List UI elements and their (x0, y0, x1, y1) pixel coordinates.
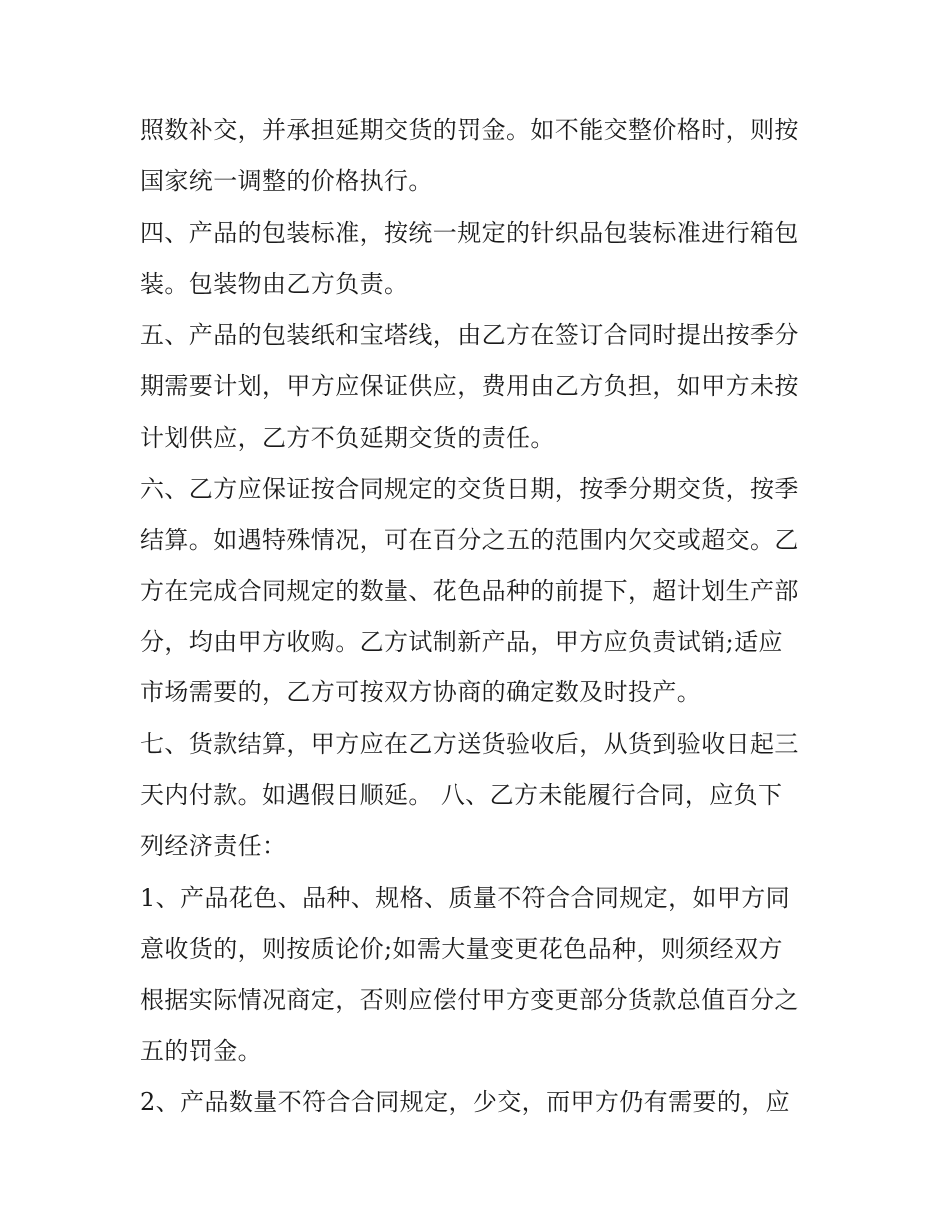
text-line: 分，均由甲方收购。乙方试制新产品，甲方应负责试销;适应 (140, 628, 783, 656)
text-line: 期需要计划，甲方应保证供应，费用由乙方负担，如甲方未按 (140, 372, 799, 400)
text-line: 1、产品花色、品种、规格、质量不符合合同规定，如甲方同 (140, 884, 791, 912)
text-line: 方在完成合同规定的数量、花色品种的前提下，超计划生产部 (140, 577, 799, 605)
text-line: 四、产品的包装标准，按统一规定的针织品包装标准进行箱包 (140, 219, 799, 247)
text-line: 计划供应，乙方不负延期交货的责任。 (140, 424, 555, 452)
text-line: 国家统一调整的价格执行。 (140, 167, 433, 195)
text-line: 列经济责任： (140, 832, 287, 860)
text-line: 根据实际情况商定，否则应偿付甲方变更部分货款总值百分之 (140, 986, 799, 1014)
text-line: 意收货的，则按质论价;如需大量变更花色品种，则须经双方 (140, 935, 783, 963)
text-line: 装。包装物由乙方负责。 (140, 270, 409, 298)
text-line: 六、乙方应保证按合同规定的交货日期，按季分期交货，按季 (140, 475, 799, 503)
text-line: 2、产品数量不符合合同规定，少交，而甲方仍有需要的，应 (140, 1088, 791, 1116)
text-line: 照数补交，并承担延期交货的罚金。如不能交整价格时，则按 (140, 116, 799, 144)
text-line: 天内付款。如遇假日顺延。 八、乙方未能履行合同，应负下 (140, 781, 783, 809)
text-line: 七、货款结算，甲方应在乙方送货验收后，从货到验收日起三 (140, 730, 799, 758)
text-line: 五、产品的包装纸和宝塔线，由乙方在签订合同时提出按季分 (140, 321, 799, 349)
text-line: 市场需要的，乙方可按双方协商的确定数及时投产。 (140, 678, 702, 706)
text-line: 五的罚金。 (140, 1037, 262, 1065)
text-line: 结算。如遇特殊情况，可在百分之五的范围内欠交或超交。乙 (140, 526, 799, 554)
